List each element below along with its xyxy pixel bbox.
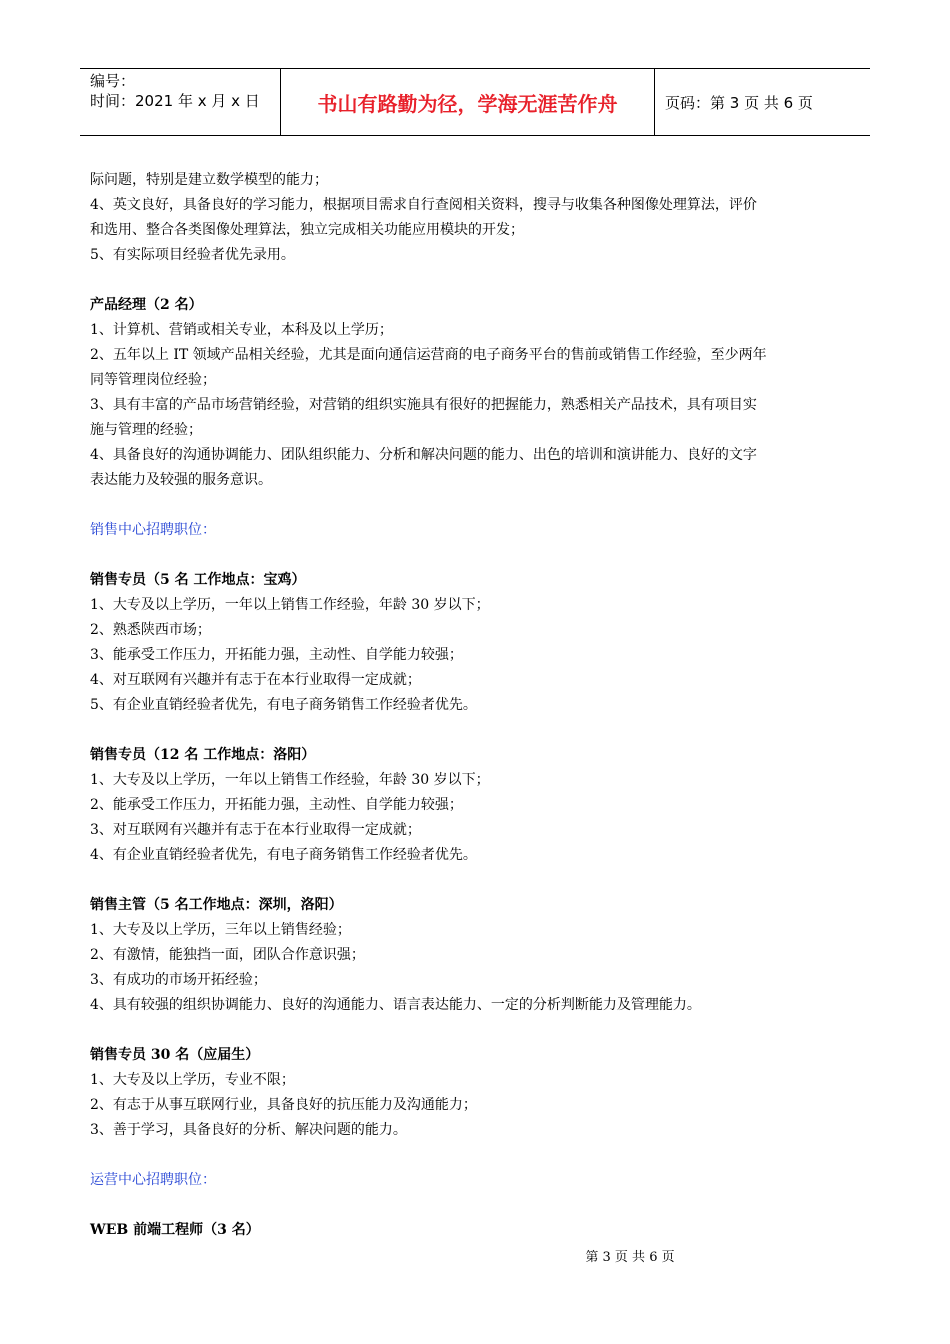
header-left-cell (80, 69, 281, 135)
text-line: 2、有志于从事互联网行业，具备良好的抗压能力及沟通能力； (90, 1097, 477, 1113)
text-line: 2、能承受工作压力，开拓能力强，主动性、自学能力较强； (90, 797, 463, 813)
text-line: 4、有企业直销经验者优先，有电子商务销售工作经验者优先。 (90, 847, 477, 863)
number-label: 编号： (90, 72, 136, 90)
document-body (90, 168, 865, 1243)
text-line: 1、大专及以上学历，一年以上销售工作经验，年龄 30 岁以下； (90, 772, 490, 788)
section-title-product-manager: 产品经理（2 名） (90, 297, 203, 313)
text-line: 4、英文良好，具备良好的学习能力，根据项目需求自行查阅相关资料，搜寻与收集各种图像处理算法，评价 (90, 197, 757, 213)
section-title-sales-luoyang: 销售专员（12 名 工作地点：洛阳） (90, 747, 316, 763)
text-line: 2、熟悉陕西市场； (90, 622, 211, 638)
text-line: 3、善于学习，具备良好的分析、解决问题的能力。 (90, 1122, 407, 1138)
section-title-sales-baoji: 销售专员（5 名 工作地点：宝鸡） (90, 572, 306, 588)
text-line: 3、能承受工作压力，开拓能力强，主动性、自学能力较强； (90, 647, 463, 663)
header-page-label: 页码：第 3 页 共 6 页 (665, 93, 813, 112)
sales-center-heading: 销售中心招聘职位： (90, 522, 216, 538)
text-line: 和选用、整合各类图像处理算法，独立完成相关功能应用模块的开发； (90, 222, 524, 238)
text-line: 5、有实际项目经验者优先录用。 (90, 247, 295, 263)
ops-center-heading: 运营中心招聘职位： (90, 1172, 216, 1188)
date-label: 时间：2021 年 x 月 x 日 (90, 92, 260, 110)
text-line: 1、计算机、营销或相关专业，本科及以上学历； (90, 322, 393, 338)
section-title-web-engineer: WEB 前端工程师（3 名） (90, 1222, 260, 1238)
text-line: 表达能力及较强的服务意识。 (90, 472, 272, 488)
text-line: 施与管理的经验； (90, 422, 202, 438)
text-line: 1、大专及以上学历，三年以上销售经验； (90, 922, 351, 938)
header-motto: 书山有路勤为径，学海无涯苦作舟 (281, 69, 655, 135)
section-title-sales-graduate: 销售专员 30 名（应届生） (90, 1047, 260, 1063)
text-line: 4、对互联网有兴趣并有志于在本行业取得一定成就； (90, 672, 421, 688)
text-line: 3、对互联网有兴趣并有志于在本行业取得一定成就； (90, 822, 421, 838)
text-line: 同等管理岗位经验； (90, 372, 216, 388)
text-line: 3、具有丰富的产品市场营销经验，对营销的组织实施具有很好的把握能力，熟悉相关产品技术，具有项目实 (90, 397, 757, 413)
text-line: 2、有激情，能独挡一面，团队合作意识强； (90, 947, 365, 963)
text-line: 1、大专及以上学历，一年以上销售工作经验，年龄 30 岁以下； (90, 597, 490, 613)
text-line: 1、大专及以上学历，专业不限； (90, 1072, 295, 1088)
text-line: 5、有企业直销经验者优先，有电子商务销售工作经验者优先。 (90, 697, 477, 713)
text-line: 4、具备良好的沟通协调能力、团队组织能力、分析和解决问题的能力、出色的培训和演讲能力、良好的文字 (90, 447, 757, 463)
text-line: 4、具有较强的组织协调能力、良好的沟通能力、语言表达能力、一定的分析判断能力及管理能力。 (90, 997, 701, 1013)
page-header (80, 68, 870, 136)
section-title-sales-supervisor: 销售主管（5 名工作地点：深圳，洛阳） (90, 897, 343, 913)
text-line: 际问题，特别是建立数学模型的能力； (90, 172, 328, 188)
footer-page-number: 第 3 页 共 6 页 (585, 1250, 675, 1265)
page-footer (0, 1246, 950, 1265)
text-line: 3、有成功的市场开拓经验； (90, 972, 267, 988)
text-line: 2、五年以上 IT 领域产品相关经验，尤其是面向通信运营商的电子商务平台的售前或销售工作经验，至少两年 (90, 347, 767, 363)
